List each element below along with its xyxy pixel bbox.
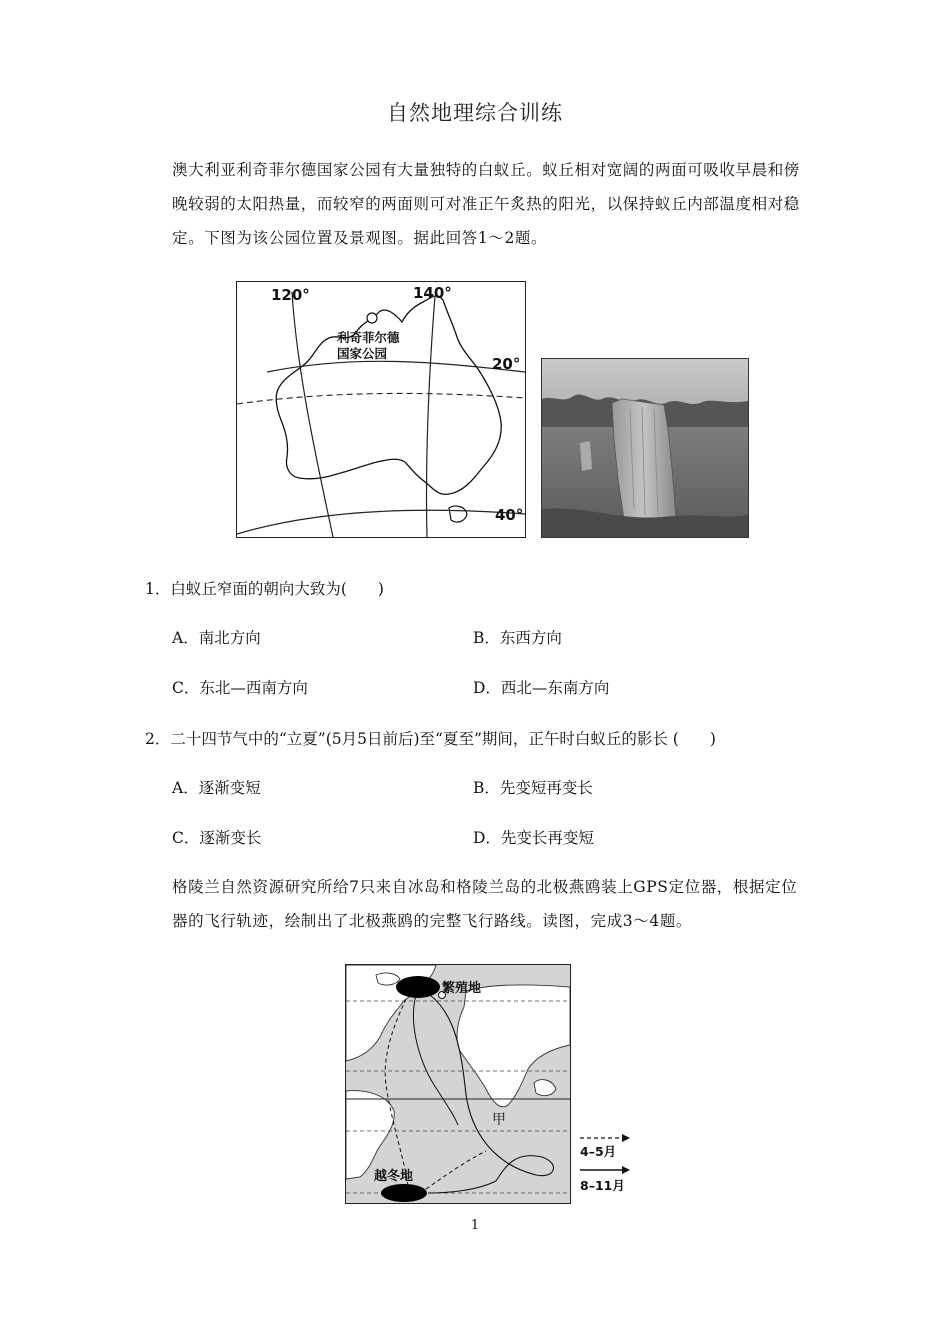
migration-legend (578, 1130, 638, 1196)
figure-1 (228, 275, 750, 545)
wintering-ground-label: 越冬地 (374, 1169, 414, 1184)
q2-option-c: C．逐渐变长 (172, 829, 262, 847)
q1-option-d: D．西北—东南方向 (473, 679, 610, 697)
page-number: 1 (470, 1218, 480, 1233)
q2-option-a: A．逐渐变短 (172, 779, 261, 797)
lon-140-label: 140° (413, 284, 452, 302)
park-label-line2: 国家公园 (337, 346, 388, 361)
passage-2: 格陵兰自然资源研究所给7只来自冰岛和格陵兰岛的北极燕鸥装上GPS定位器，根据定位器的飞行轨迹，绘制出了北极燕鸥的完整飞行路线。读图，完成3～4题。 (172, 878, 798, 930)
lat-20-label: 20° (492, 355, 521, 373)
question-1-stem: 1．白蚁丘窄面的朝向大致为( ) (145, 580, 384, 598)
australia-map (236, 281, 526, 538)
park-label-line1: 利奇菲尔德 (337, 330, 400, 345)
termite-mound-photo (541, 358, 749, 538)
migration-map (345, 964, 571, 1204)
page-title: 自然地理综合训练 (387, 101, 563, 125)
lat-40-label: 40° (495, 506, 524, 524)
q2-option-b: B．先变短再变长 (473, 779, 593, 797)
legend-dashed-label: 4–5月 (580, 1144, 617, 1159)
lon-120-label: 120° (271, 286, 310, 304)
q1-option-a: A．南北方向 (172, 629, 261, 647)
termite-mound-photo-drawing (542, 359, 748, 537)
legend-solid-label: 8–11月 (580, 1178, 625, 1193)
passage-1: 澳大利亚利奇菲尔德国家公园有大量独特的白蚁丘。蚁丘相对宽阔的两面可吸收早晨和傍晚较弱的太阳热量，而较窄的两面则可对准正午炙热的阳光，以保持蚁丘内部温度相对稳定。下图为该公园位置及景观图。据此回答1～2题。 (172, 161, 800, 247)
q1-option-c: C．东北—西南方向 (172, 679, 308, 697)
q1-option-b: B．东西方向 (473, 629, 562, 647)
australia-map-drawing (237, 282, 525, 537)
figure-2 (340, 958, 640, 1208)
location-jia-label: 甲 (492, 1112, 506, 1128)
question-2-stem: 2．二十四节气中的“立夏”(5月5日前后)至“夏至”期间，正午时白蚁丘的影长 ( ) (145, 730, 716, 748)
q2-option-d: D．先变长再变短 (473, 829, 594, 847)
breeding-ground-label: 繁殖地 (442, 981, 482, 996)
